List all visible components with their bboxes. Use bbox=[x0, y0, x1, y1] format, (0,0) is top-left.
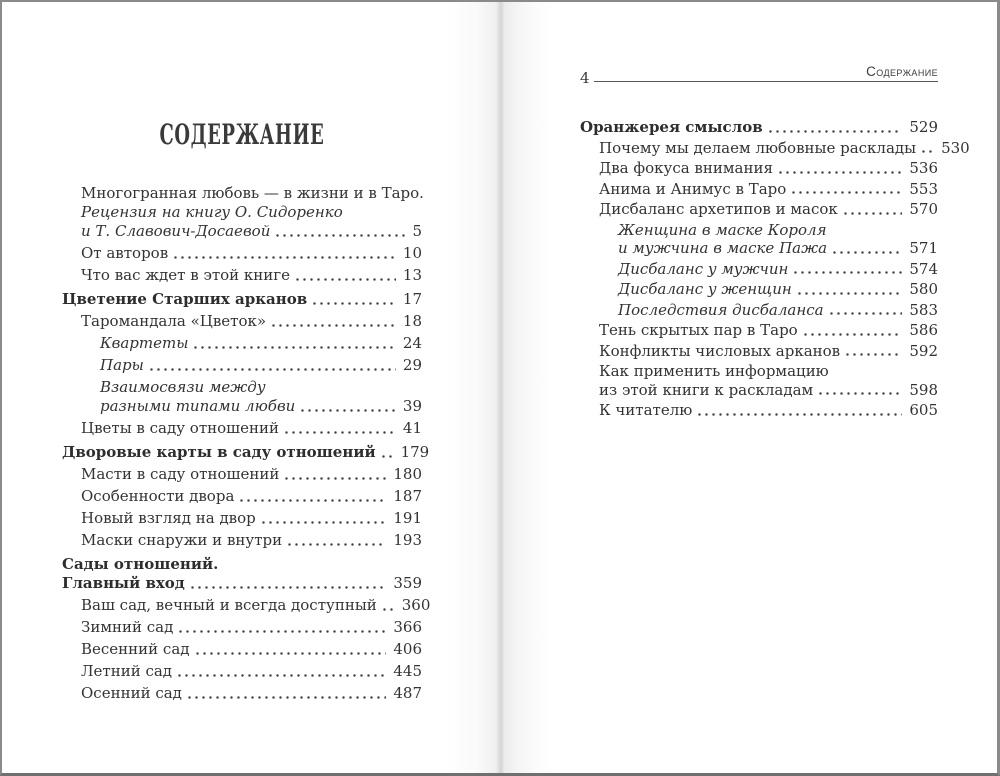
toc-entry-page: 445 bbox=[393, 662, 422, 680]
toc-entry-label: Рецензия на книгу О. Сидоренко bbox=[81, 203, 343, 221]
toc-entry-page: 359 bbox=[393, 574, 422, 592]
toc-entry-label: Летний сад bbox=[81, 662, 173, 680]
right-page bbox=[580, 118, 970, 422]
toc-entry-line bbox=[599, 362, 938, 381]
toc-entry-label: и мужчина в маске Пажа bbox=[618, 239, 828, 257]
toc-entry-line bbox=[618, 280, 938, 299]
toc-entry-line bbox=[599, 200, 938, 219]
toc-entry-line bbox=[81, 509, 422, 528]
toc-entry-line bbox=[81, 618, 422, 637]
toc-entry-line bbox=[81, 203, 422, 222]
toc-entry-line bbox=[599, 342, 938, 361]
toc-entry-line bbox=[81, 222, 422, 241]
toc-entry-page: 17 bbox=[402, 290, 422, 308]
toc-entry-page: 583 bbox=[909, 300, 938, 319]
toc-entry bbox=[62, 596, 431, 615]
dot-leader bbox=[150, 368, 396, 371]
toc-entry bbox=[62, 356, 422, 375]
toc-entry bbox=[62, 334, 422, 353]
toc-entry-page: 179 bbox=[400, 443, 430, 461]
toc-entry-page: 187 bbox=[393, 487, 422, 505]
toc-entry bbox=[580, 321, 938, 340]
dot-leader bbox=[844, 212, 903, 215]
toc-entry-label: Конфликты числовых арканов bbox=[599, 341, 841, 360]
toc-entry-label: Осенний сад bbox=[81, 684, 182, 702]
toc-entry-label: Квартеты bbox=[100, 334, 189, 352]
dot-leader bbox=[922, 150, 934, 153]
toc-entry-line bbox=[580, 118, 938, 137]
toc-entry-line bbox=[100, 334, 422, 353]
toc-entry-label: разными типами любви bbox=[100, 397, 296, 415]
dot-leader bbox=[819, 392, 902, 395]
toc-entry-label: От авторов bbox=[81, 244, 169, 262]
toc-entry bbox=[62, 443, 430, 462]
toc-entry bbox=[580, 280, 938, 299]
toc-entry-label: Дворовые карты в саду отношений bbox=[62, 443, 376, 461]
toc-entry-page: 592 bbox=[909, 341, 938, 360]
toc-entry-label: Сады отношений. bbox=[62, 555, 219, 573]
toc-entry bbox=[62, 465, 422, 484]
toc-entry-line bbox=[618, 260, 938, 279]
toc-entry-label: Маски снаружи и внутри bbox=[81, 531, 283, 549]
toc-entry bbox=[580, 159, 938, 178]
dot-leader bbox=[779, 171, 902, 174]
toc-entry-label: Главный вход bbox=[62, 574, 185, 592]
toc-entry-page: 571 bbox=[909, 239, 938, 257]
toc-entry bbox=[580, 362, 938, 399]
book-gutter bbox=[445, 2, 555, 773]
dot-leader bbox=[313, 302, 396, 305]
dot-leader bbox=[285, 477, 386, 480]
toc-entry bbox=[580, 221, 938, 258]
toc-entry-page: 366 bbox=[393, 618, 422, 636]
dot-leader bbox=[178, 674, 386, 677]
toc-entry-line bbox=[599, 180, 938, 199]
toc-entry-line bbox=[62, 574, 422, 593]
toc-entry-page: 360 bbox=[401, 596, 431, 614]
toc-entry-line bbox=[618, 239, 938, 258]
dot-leader bbox=[804, 333, 903, 336]
dot-leader bbox=[830, 312, 903, 315]
dot-leader bbox=[191, 586, 387, 589]
toc-entry-line bbox=[81, 684, 422, 703]
toc-entry-page: 487 bbox=[393, 684, 422, 702]
toc-entry-label: Масти в саду отношений bbox=[81, 465, 280, 483]
toc-entry bbox=[580, 200, 938, 219]
toc-entry-page: 605 bbox=[909, 401, 938, 419]
toc-entry-page: 598 bbox=[909, 380, 938, 399]
toc-entry-page: 536 bbox=[909, 159, 938, 177]
toc-entry-label: Особенности двора bbox=[81, 487, 235, 505]
toc-entry-page: 586 bbox=[909, 321, 938, 339]
dot-leader bbox=[174, 256, 396, 259]
page-number: 4 bbox=[580, 69, 590, 87]
dot-leader bbox=[698, 413, 902, 416]
toc-entry-page: 24 bbox=[402, 334, 422, 352]
toc-entry-line bbox=[618, 301, 938, 320]
toc-entry-line bbox=[62, 443, 430, 462]
toc-entry-label: Женщина в маске Короля bbox=[618, 220, 827, 239]
dot-leader bbox=[792, 191, 902, 194]
toc-entry-label: Оранжерея смыслов bbox=[580, 118, 763, 136]
toc-entries-right bbox=[580, 118, 970, 420]
toc-entry-line bbox=[81, 244, 422, 263]
toc-entry bbox=[62, 640, 422, 659]
toc-entry bbox=[580, 118, 938, 137]
toc-entry bbox=[580, 180, 938, 199]
toc-entry-line bbox=[62, 290, 422, 309]
toc-entry-label: Новый взгляд на двор bbox=[81, 509, 256, 527]
toc-entry-line bbox=[81, 266, 422, 285]
toc-entry-line bbox=[81, 640, 422, 659]
dot-leader bbox=[194, 346, 395, 349]
toc-entry-line bbox=[81, 312, 422, 331]
toc-entry bbox=[62, 378, 422, 416]
toc-entry bbox=[580, 301, 938, 320]
toc-entry-line bbox=[599, 321, 938, 340]
toc-entry bbox=[62, 662, 422, 681]
toc-entry bbox=[62, 618, 422, 637]
toc-title: СОДЕРЖАНИЕ bbox=[159, 118, 325, 151]
toc-entry-line bbox=[599, 159, 938, 178]
toc-entry-line bbox=[81, 596, 431, 615]
toc-entry-label: Таромандала «Цветок» bbox=[81, 312, 267, 330]
dot-leader bbox=[262, 521, 387, 524]
toc-entry bbox=[580, 342, 938, 361]
dot-leader bbox=[188, 696, 386, 699]
dot-leader bbox=[769, 130, 903, 133]
header-rule bbox=[594, 81, 938, 82]
toc-entry bbox=[62, 684, 422, 703]
toc-entry-page: 406 bbox=[393, 640, 422, 658]
toc-entry bbox=[62, 312, 422, 331]
toc-entries-left bbox=[62, 184, 431, 703]
toc-entry-page: 553 bbox=[909, 179, 938, 198]
toc-entry-line bbox=[81, 419, 422, 438]
toc-entry-label: Цветение Старших арканов bbox=[62, 290, 308, 308]
toc-entry-line bbox=[62, 555, 422, 574]
toc-entry-page: 180 bbox=[393, 465, 422, 483]
toc-entry-page: 41 bbox=[402, 419, 422, 437]
dot-leader bbox=[383, 608, 395, 611]
toc-entry-line bbox=[81, 662, 422, 681]
toc-entry-label: К читателю bbox=[599, 401, 693, 419]
dot-leader bbox=[846, 353, 902, 356]
toc-entry-page: 529 bbox=[909, 118, 938, 136]
toc-entry-line bbox=[81, 531, 422, 550]
toc-entry-page: 13 bbox=[402, 266, 422, 284]
toc-entry-label: Ваш сад, вечный и всегда доступный bbox=[81, 596, 377, 614]
dot-leader bbox=[833, 251, 902, 254]
toc-entry-page: 530 bbox=[941, 138, 970, 157]
toc-entry-line bbox=[100, 356, 422, 375]
dot-leader bbox=[288, 543, 386, 546]
toc-entry bbox=[62, 290, 422, 309]
toc-entry-label: Дисбаланс архетипов и масок bbox=[599, 200, 838, 218]
toc-entry-page: 18 bbox=[402, 312, 422, 330]
toc-entry-page: 5 bbox=[412, 222, 422, 240]
toc-entry-page: 574 bbox=[909, 259, 938, 278]
toc-entry-page: 191 bbox=[393, 509, 422, 527]
toc-entry bbox=[580, 401, 938, 420]
toc-entry-label: Что вас ждет в этой книге bbox=[81, 266, 291, 284]
toc-entry bbox=[62, 266, 422, 285]
toc-entry-label: Дисбаланс у мужчин bbox=[618, 259, 789, 278]
dot-leader bbox=[301, 409, 396, 412]
toc-entry-page: 193 bbox=[393, 531, 422, 549]
toc-entry-label: Последствия дисбаланса bbox=[618, 300, 824, 319]
dot-leader bbox=[179, 630, 386, 633]
toc-entry-label: Анима и Анимус в Таро bbox=[599, 179, 787, 198]
toc-entry bbox=[580, 260, 938, 279]
toc-entry bbox=[580, 138, 970, 158]
toc-entry-label: из этой книги к раскладам bbox=[599, 380, 814, 399]
dot-leader bbox=[240, 499, 386, 502]
toc-entry-page: 39 bbox=[402, 397, 422, 415]
toc-entry-label: Весенний сад bbox=[81, 640, 190, 658]
dot-leader bbox=[382, 455, 394, 458]
dot-leader bbox=[272, 324, 396, 327]
toc-entry-page: 580 bbox=[909, 280, 938, 298]
toc-entry-line bbox=[81, 465, 422, 484]
toc-entry-line bbox=[100, 397, 422, 416]
toc-entry-label: Многогранная любовь — в жизни и в Таро. bbox=[81, 184, 424, 202]
toc-entry bbox=[62, 509, 422, 528]
toc-entry-line bbox=[81, 184, 422, 203]
toc-entry-label: Дисбаланс у женщин bbox=[618, 280, 792, 298]
running-title: Содержание bbox=[866, 64, 938, 79]
toc-entry-page: 29 bbox=[402, 356, 422, 374]
toc-entry-line bbox=[100, 378, 422, 397]
toc-entry-line bbox=[599, 401, 938, 420]
dot-leader bbox=[794, 271, 902, 274]
toc-entry bbox=[62, 555, 422, 593]
toc-entry-line bbox=[599, 381, 938, 400]
dot-leader bbox=[296, 278, 396, 281]
dot-leader bbox=[196, 652, 387, 655]
toc-entry-page: 10 bbox=[402, 244, 422, 262]
left-page bbox=[62, 118, 431, 706]
dot-leader bbox=[798, 292, 903, 295]
toc-entry bbox=[62, 184, 422, 241]
toc-entry-line bbox=[599, 138, 970, 158]
toc-entry-label: Два фокуса внимания bbox=[599, 159, 773, 177]
toc-entry-label: Цветы в саду отношений bbox=[81, 419, 279, 437]
dot-leader bbox=[276, 234, 405, 237]
toc-entry-label: Почему мы делаем любовные расклады bbox=[599, 138, 917, 157]
toc-entry-label: Зимний сад bbox=[81, 618, 174, 636]
toc-entry-line bbox=[618, 221, 938, 240]
toc-entry-line bbox=[81, 487, 422, 506]
toc-entry-page: 570 bbox=[909, 200, 938, 218]
toc-entry bbox=[62, 531, 422, 550]
dot-leader bbox=[285, 431, 396, 434]
toc-entry bbox=[62, 419, 422, 438]
toc-entry-label: и Т. Славович-Досаевой bbox=[81, 222, 271, 240]
running-header bbox=[578, 62, 938, 87]
toc-entry bbox=[62, 487, 422, 506]
toc-entry-label: Тень скрытых пар в Таро bbox=[599, 321, 798, 339]
toc-entry bbox=[62, 244, 422, 263]
toc-entry-label: Взаимосвязи между bbox=[100, 378, 266, 396]
toc-entry-label: Как применить информацию bbox=[599, 362, 829, 380]
toc-entry-label: Пары bbox=[100, 356, 144, 374]
